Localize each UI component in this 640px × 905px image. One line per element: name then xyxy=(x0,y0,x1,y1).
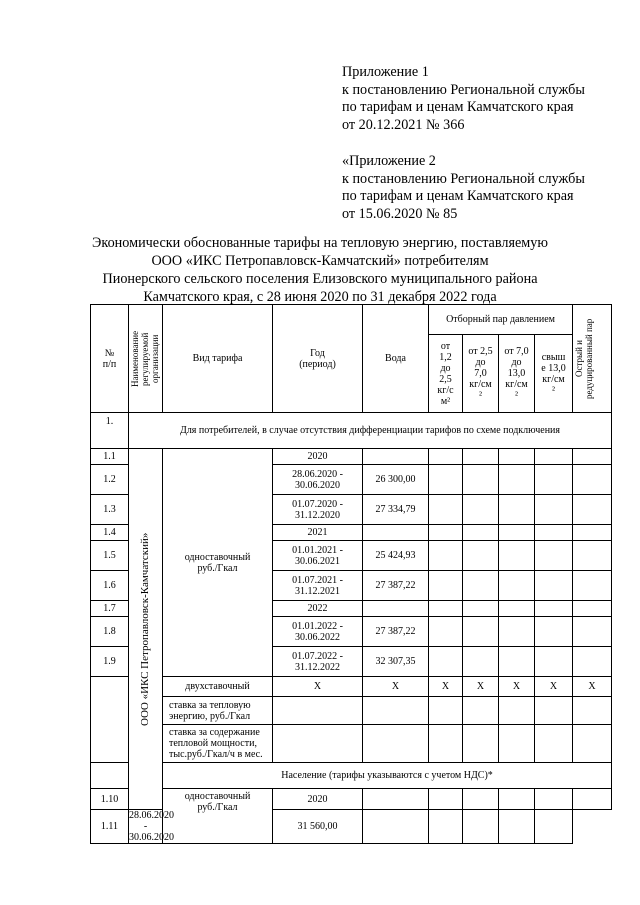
empty-cell xyxy=(463,789,499,810)
row-num: 1.1 xyxy=(91,449,129,465)
row-period: 01.07.2020 - 31.12.2020 xyxy=(273,495,363,525)
empty-cell xyxy=(273,725,363,763)
appendix-1-block xyxy=(342,64,585,134)
two-rate-label: двухставочный xyxy=(163,677,273,697)
appendix-1-line: Приложение 1 xyxy=(342,64,429,80)
empty-cell xyxy=(463,495,499,525)
org-name-cell xyxy=(129,449,163,810)
single-rate-label: одноставочный руб./Гкал xyxy=(163,789,273,844)
empty-cell xyxy=(463,449,499,465)
header-year: Год (период) xyxy=(273,305,363,413)
empty-cell xyxy=(573,525,612,541)
empty-cell xyxy=(499,789,535,810)
row-period: 2021 xyxy=(273,525,363,541)
x-mark: X xyxy=(363,677,429,697)
rate-capacity-label: ставка за содержание тепловой мощности, тыс.руб./Гкал/ч в мес. xyxy=(163,725,273,763)
header-pressure-1: от 1,2 до 2,5 кг/с м² xyxy=(429,335,463,413)
empty-cell xyxy=(573,725,612,763)
tariff-table xyxy=(90,304,612,844)
empty-cell xyxy=(535,601,573,617)
empty-cell xyxy=(499,541,535,571)
single-rate-label: одноставочный руб./Гкал xyxy=(163,449,273,677)
row-period: 28.06.2020 - 30.06.2020 xyxy=(273,465,363,495)
row-value xyxy=(363,601,429,617)
row-period: 2020 xyxy=(273,449,363,465)
empty-cell xyxy=(463,617,499,647)
row-period: 2020 xyxy=(273,789,363,810)
empty-cell xyxy=(573,697,612,725)
empty-cell xyxy=(573,465,612,495)
empty-cell xyxy=(363,725,429,763)
row-num: 1.7 xyxy=(91,601,129,617)
empty-cell xyxy=(91,677,129,763)
empty-cell xyxy=(429,525,463,541)
header-org-cell xyxy=(129,305,163,413)
row-period: 01.07.2021 - 31.12.2021 xyxy=(273,571,363,601)
empty-cell xyxy=(573,571,612,601)
row-period: 01.01.2021 - 30.06.2021 xyxy=(273,541,363,571)
header-num: № п/п xyxy=(91,305,129,413)
row-value: 25 424,93 xyxy=(363,541,429,571)
section-1-num: 1. xyxy=(91,413,129,449)
rate-heat-label: ставка за тепловую энергию, руб./Гкал xyxy=(163,697,273,725)
row-value xyxy=(363,449,429,465)
empty-cell xyxy=(499,725,535,763)
row-num: 1.2 xyxy=(91,465,129,495)
row-period: 01.01.2022 - 30.06.2022 xyxy=(273,617,363,647)
empty-cell xyxy=(535,449,573,465)
empty-cell xyxy=(463,541,499,571)
empty-cell xyxy=(535,810,573,844)
empty-cell xyxy=(535,465,573,495)
appendix-1-line: к постановлению Региональной службы xyxy=(342,81,585,98)
empty-cell xyxy=(429,725,463,763)
row-value: 32 307,35 xyxy=(363,647,429,677)
empty-cell xyxy=(429,810,463,844)
empty-cell xyxy=(573,617,612,647)
row-value xyxy=(363,789,429,810)
row-num: 1.3 xyxy=(91,495,129,525)
header-pressure-3: от 7,0 до 13,0 кг/см ² xyxy=(499,335,535,413)
empty-cell xyxy=(499,697,535,725)
empty-cell xyxy=(499,571,535,601)
row-num: 1.10 xyxy=(91,789,129,810)
appendix-2-line: по тарифам и ценам Камчатского края xyxy=(342,188,574,204)
empty-cell xyxy=(463,525,499,541)
header-pressure-2: от 2,5 до 7,0 кг/см ² xyxy=(463,335,499,413)
row-value: 27 334,79 xyxy=(363,495,429,525)
population-label: Население (тарифы указываются с учетом НДС)* xyxy=(163,763,612,789)
row-num: 1.8 xyxy=(91,617,129,647)
header-sharp: Острый и редуцированный пар xyxy=(574,318,595,399)
header-water: Вода xyxy=(363,305,429,413)
title-line: Камчатского края, с 28 июня 2020 по 31 декабря 2022 года xyxy=(143,289,497,305)
empty-cell xyxy=(573,789,612,810)
empty-cell xyxy=(429,697,463,725)
empty-cell xyxy=(463,465,499,495)
empty-cell xyxy=(573,647,612,677)
empty-cell xyxy=(535,525,573,541)
appendix-2-line: к постановлению Региональной службы xyxy=(342,170,585,187)
row-value: 27 387,22 xyxy=(363,617,429,647)
empty-cell xyxy=(463,601,499,617)
appendix-2-line: «Приложение 2 xyxy=(342,153,436,169)
header-org: Наименование регулируемой организации xyxy=(129,330,160,387)
header-pressure-4: свыш е 13,0 кг/см ² xyxy=(535,335,573,413)
document-title xyxy=(0,234,640,306)
empty-cell xyxy=(499,617,535,647)
empty-cell xyxy=(499,525,535,541)
empty-cell xyxy=(429,571,463,601)
empty-cell xyxy=(463,697,499,725)
empty-cell xyxy=(463,647,499,677)
empty-cell xyxy=(573,541,612,571)
empty-cell xyxy=(429,449,463,465)
title-line: ООО «ИКС Петропавловск-Камчатский» потребителям xyxy=(151,253,489,269)
header-type: Вид тарифа xyxy=(163,305,273,413)
row-num: 1.6 xyxy=(91,571,129,601)
appendix-1-line: от 20.12.2021 № 366 xyxy=(342,116,465,133)
row-num: 1.5 xyxy=(91,541,129,571)
row-num: 1.4 xyxy=(91,525,129,541)
empty-cell xyxy=(499,465,535,495)
x-mark: X xyxy=(463,677,499,697)
empty-cell xyxy=(535,571,573,601)
empty-cell xyxy=(499,647,535,677)
title-line: Экономически обоснованные тарифы на тепловую энергию, поставляемую xyxy=(92,235,548,251)
empty-cell xyxy=(91,763,129,789)
empty-cell xyxy=(429,789,463,810)
org-name: ООО «ИКС Петропавловск-Камчатский» xyxy=(139,532,151,726)
title-line: Пионерского сельского поселения Елизовского муниципального района xyxy=(102,271,538,287)
x-mark: X xyxy=(535,677,573,697)
empty-cell xyxy=(499,601,535,617)
row-num: 1.11 xyxy=(91,810,129,844)
x-mark: X xyxy=(429,677,463,697)
empty-cell xyxy=(573,601,612,617)
empty-cell xyxy=(535,725,573,763)
row-num: 1.9 xyxy=(91,647,129,677)
row-value: 27 387,22 xyxy=(363,571,429,601)
x-mark: X xyxy=(273,677,363,697)
empty-cell xyxy=(535,789,573,810)
empty-cell xyxy=(273,697,363,725)
appendix-2-block xyxy=(342,153,585,223)
empty-cell xyxy=(429,465,463,495)
row-period: 01.07.2022 - 31.12.2022 xyxy=(273,647,363,677)
empty-cell xyxy=(535,541,573,571)
header-sharp-cell xyxy=(573,305,612,413)
empty-cell xyxy=(429,647,463,677)
empty-cell xyxy=(463,725,499,763)
empty-cell xyxy=(463,571,499,601)
empty-cell xyxy=(573,495,612,525)
empty-cell xyxy=(363,697,429,725)
appendix-2-line: от 15.06.2020 № 85 xyxy=(342,205,458,222)
empty-cell xyxy=(499,810,535,844)
x-mark: X xyxy=(573,677,612,697)
empty-cell xyxy=(535,697,573,725)
header-steam: Отборный пар давлением xyxy=(429,305,573,335)
empty-cell xyxy=(429,601,463,617)
x-mark: X xyxy=(499,677,535,697)
row-period: 28.06.2020 - 30.06.2020 xyxy=(129,810,174,843)
row-value: 31 560,00 xyxy=(273,810,363,844)
row-value xyxy=(363,525,429,541)
row-value: 26 300,00 xyxy=(363,465,429,495)
empty-cell xyxy=(535,617,573,647)
empty-cell xyxy=(499,449,535,465)
empty-cell xyxy=(363,810,429,844)
empty-cell xyxy=(463,810,499,844)
empty-cell xyxy=(535,647,573,677)
empty-cell xyxy=(499,495,535,525)
appendix-1-line: по тарифам и ценам Камчатского края xyxy=(342,99,574,115)
row-period: 2022 xyxy=(273,601,363,617)
empty-cell xyxy=(429,495,463,525)
section-1-label: Для потребителей, в случае отсутствия дифференциации тарифов по схеме подключения xyxy=(129,413,612,449)
empty-cell xyxy=(573,449,612,465)
empty-cell xyxy=(429,617,463,647)
empty-cell xyxy=(429,541,463,571)
empty-cell xyxy=(535,495,573,525)
